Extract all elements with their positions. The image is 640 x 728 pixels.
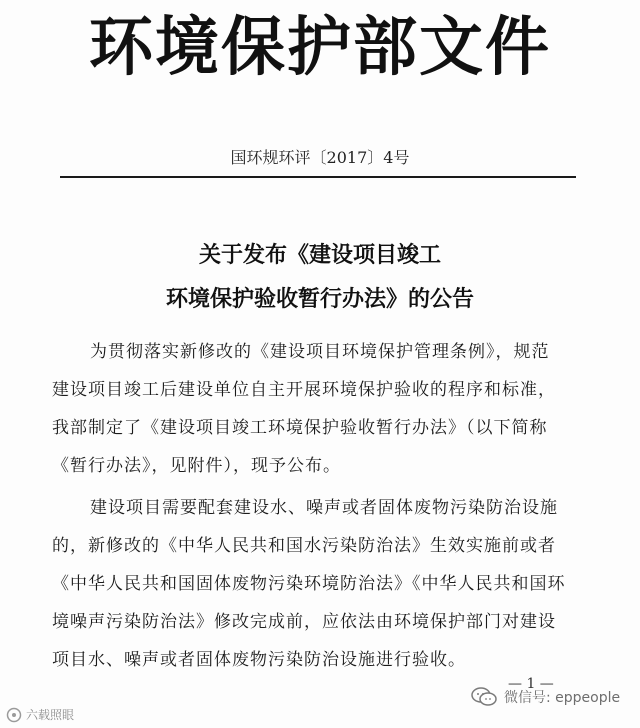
paragraph-1-line-2: 建设项目竣工后建设单位自主开展环境保护验收的程序和标准，	[52, 380, 556, 400]
notice-title-line-1: 关于发布《建设项目竣工	[198, 242, 441, 268]
paragraph-2-line-5: 项目水、噪声或者固体废物污染防治设施进行验收。	[52, 650, 466, 670]
watermark-right	[470, 686, 620, 708]
paragraph-2-line-3: 《中华人民共和国固体废物污染环境防治法》《中华人民共和国环	[52, 574, 566, 594]
page-number: — 1 —	[508, 676, 554, 692]
paragraph-2-line-2: 的，新修改的《中华人民共和国水污染防治法》生效实施前或者	[52, 536, 556, 556]
paragraph-2-line-4: 境噪声污染防治法》修改完成前，应依法由环境保护部门对建设	[52, 612, 556, 632]
brand-logo-icon	[6, 707, 22, 723]
document-header-title: 环境保护部文件	[89, 10, 551, 85]
paragraph-1-line-4: 《暂行办法》，见附件），现予公布。	[52, 456, 341, 476]
watermark-left	[6, 706, 74, 723]
wechat-icon	[470, 686, 498, 708]
watermark-right-text: 微信号: eppeople	[504, 690, 621, 706]
paragraph-1-line-3: 我部制定了《建设项目竣工环境保护验收暂行办法》（以下简称	[52, 418, 548, 438]
paragraph-1-line-1: 为贯彻落实新修改的《建设项目环境保护管理条例》，规范	[90, 342, 550, 362]
document-number: 国环规环评〔2017〕4号	[230, 148, 410, 167]
watermark-left-text: 六载照眼	[26, 708, 75, 722]
header-divider	[60, 176, 576, 178]
paragraph-2-line-1: 建设项目需要配套建设水、噪声或者固体废物污染防治设施	[90, 498, 558, 518]
notice-title-line-2: 环境保护验收暂行办法》的公告	[165, 286, 474, 312]
